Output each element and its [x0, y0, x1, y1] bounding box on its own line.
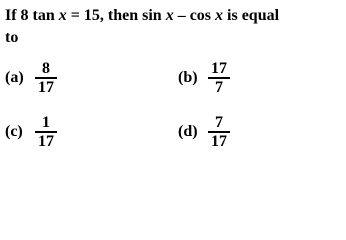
variable-x: x — [165, 7, 174, 24]
fraction-numerator: 17 — [211, 60, 227, 77]
fraction-denominator: 17 — [38, 132, 54, 150]
question-text-part: = 15, then sin — [66, 7, 166, 24]
fraction-numerator: 8 — [42, 60, 50, 77]
fraction-numerator: 7 — [215, 114, 223, 131]
question-line-1 — [5, 5, 341, 27]
fraction — [35, 60, 57, 96]
option-label: (b) — [178, 69, 198, 86]
question-text-part: – cos — [173, 7, 216, 24]
variable-x: x — [58, 7, 67, 24]
fraction-denominator: 17 — [211, 132, 227, 150]
fraction-denominator: 7 — [215, 78, 223, 96]
fraction — [208, 114, 230, 150]
variable-x: x — [215, 7, 224, 24]
question-text — [5, 5, 341, 49]
option-label: (c) — [5, 123, 23, 140]
option-label: (a) — [5, 69, 24, 86]
fraction-numerator: 1 — [42, 114, 50, 131]
fraction-denominator: 17 — [38, 78, 54, 96]
question-line-2: to — [5, 29, 19, 46]
fraction — [208, 60, 230, 96]
option-label: (d) — [178, 123, 198, 140]
question-text-part: If 8 tan — [5, 7, 59, 24]
fraction — [35, 114, 57, 150]
question-text-part: is equal — [223, 7, 280, 24]
